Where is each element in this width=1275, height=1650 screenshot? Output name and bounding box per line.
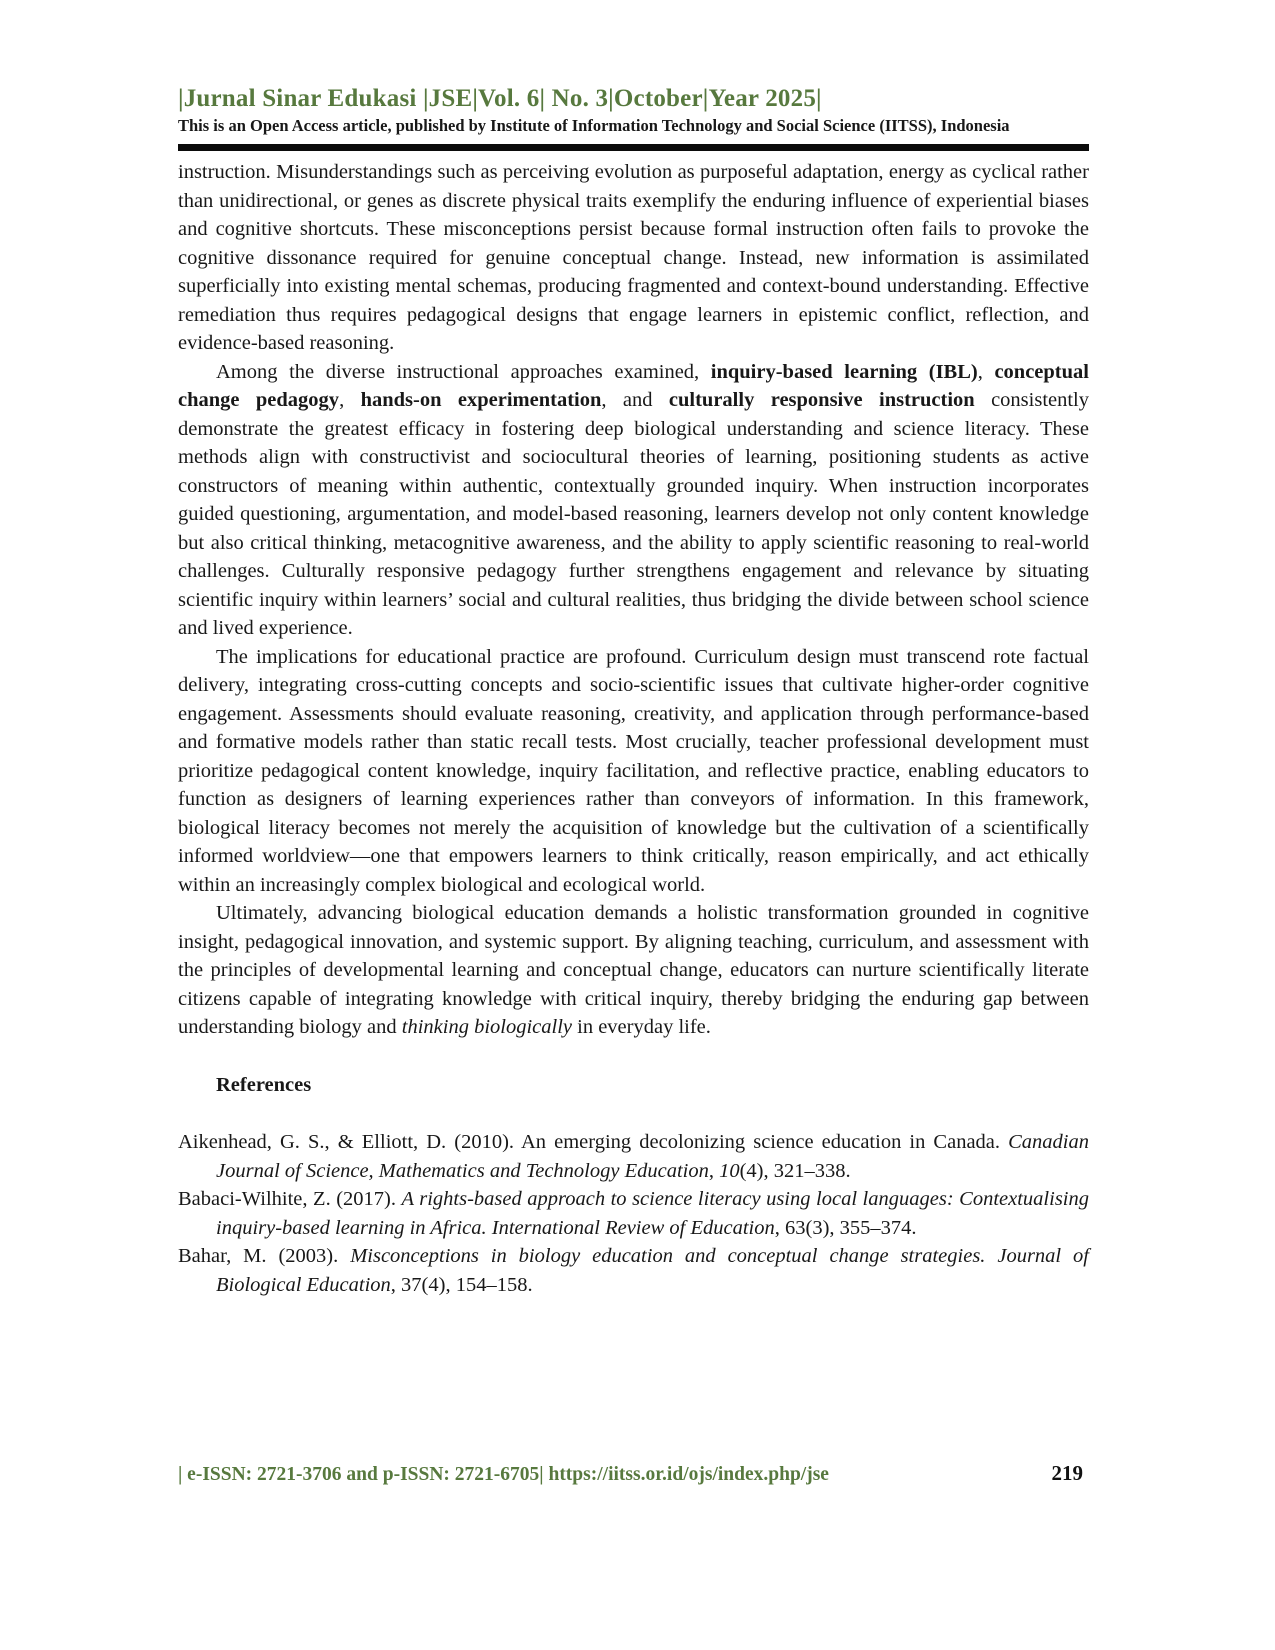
page-content bbox=[178, 84, 1089, 1299]
reference-entry-3 bbox=[178, 1242, 1090, 1299]
text-run: , bbox=[708, 1159, 720, 1182]
text-run: Aikenhead, G. S., & Elliott, D. (2010). An emerging decolonizing science education in Canada. bbox=[178, 1131, 1009, 1153]
italic-text-run: A rights-based approach to science literacy using local languages: Contextualising inquiry-based learning in Africa. International Review of Education bbox=[216, 1188, 1089, 1239]
bold-text-run: conceptual change pedagogy bbox=[178, 360, 1089, 411]
italic-text-run: Canadian Journal of Science, Mathematics and Technology Education bbox=[216, 1131, 1089, 1182]
journal-title-line: |Jurnal Sinar Edukasi |JSE|Vol. 6| No. 3|October|Year 2025| bbox=[178, 85, 822, 112]
text-run: , 37(4), 154–158. bbox=[390, 1273, 533, 1296]
text-run: in everyday life. bbox=[572, 1016, 711, 1038]
references-list bbox=[178, 1128, 1089, 1299]
text-run: Bahar, M. (2003). bbox=[178, 1245, 351, 1267]
text-run: , 63(3), 355–374. bbox=[774, 1216, 917, 1239]
italic-text-run: thinking biologically bbox=[401, 1016, 573, 1038]
paragraph-2 bbox=[178, 358, 1089, 643]
text-run: , bbox=[977, 360, 995, 383]
reference-entry-2 bbox=[178, 1185, 1089, 1242]
header-rule bbox=[178, 144, 1089, 151]
text-run: instruction. Misunderstandings such as perceiving evolution as purposeful adaptation, energy as cyclical rather than unidirectional, or genes as discrete physical traits exemplify the enduring influence of experiential biases and cognitive shortcuts. These misconceptions persist because formal instruction often fails to provoke the cognitive dissonance required for genuine conceptual change. Instead, new information is assimilated superficially into existing mental schemas, producing fragmented and context-bound understanding. Effective remediation thus requires pedagogical designs that engage learners in epistemic conflict, reflection, and evidence-based reasoning. bbox=[178, 161, 1089, 354]
issn-text: | e-ISSN: 2721-3706 and p-ISSN: 2721-6705| bbox=[178, 1464, 549, 1485]
italic-text-run: Misconceptions in biology education and conceptual change strategies. Journal of Biological Education bbox=[216, 1245, 1090, 1296]
issn-line bbox=[178, 1462, 829, 1488]
italic-text-run: 10 bbox=[719, 1159, 740, 1182]
bold-text-run: hands-on experimentation bbox=[360, 389, 602, 411]
text-run: consistently demonstrate the greatest efficacy in fostering deep biological understanding and science literacy. These methods align with constructivist and sociocultural theories of learning, positioning students as active constructors of meaning within authentic, contextually grounded inquiry. When instruction incorporates guided questioning, argumentation, and model-based reasoning, learners develop not only content knowledge but also critical thinking, metacognitive awareness, and the ability to apply scientific reasoning to real-world challenges. Culturally responsive pedagogy further strengthens engagement and relevance by situating scientific inquiry within learners’ social and cultural realities, thus bridging the divide between school science and lived experience. bbox=[178, 389, 1090, 639]
bold-text-run: culturally responsive instruction bbox=[668, 389, 975, 411]
reference-entry-1 bbox=[178, 1128, 1089, 1185]
open-access-line: This is an Open Access article, published by Institute of Information Technology and Social Science (IITSS), Indonesia bbox=[178, 116, 1010, 135]
references-heading: References bbox=[216, 1073, 312, 1096]
text-run: , bbox=[339, 389, 361, 411]
paragraph-4 bbox=[178, 899, 1089, 1042]
text-run: , and bbox=[601, 389, 669, 411]
article-body bbox=[178, 158, 1089, 1042]
text-run: Ultimately, advancing biological education demands a holistic transformation grounded in cognitive insight, pedagogical innovation, and systemic support. By aligning teaching, curriculum, and assessment with the principles of developmental learning and conceptual change, educators can nurture scientifically literate citizens capable of integrating knowledge with critical inquiry, thereby bridging the enduring gap between understanding biology and bbox=[178, 902, 1089, 1038]
bold-text-run: inquiry-based learning (IBL) bbox=[710, 360, 978, 383]
page-number: 219 bbox=[1051, 1461, 1083, 1485]
text-run: (4), 321–338. bbox=[739, 1159, 851, 1182]
page-header bbox=[178, 84, 1089, 151]
text-run: Among the diverse instructional approaches examined, bbox=[216, 360, 711, 383]
text-run: The implications for educational practice are profound. Curriculum design must transcend rote factual delivery, integrating cross-cutting concepts and socio-scientific issues that cultivate higher-order cognitive engagement. Assessments should evaluate reasoning, creativity, and application through performance-based and formative models rather than static recall tests. Most crucially, teacher professional development must prioritize pedagogical content knowledge, inquiry facilitation, and reflective practice, enabling educators to function as designers of learning experiences rather than conveyors of information. In this framework, biological literacy becomes not merely the acquisition of knowledge but the cultivation of a scientifically informed worldview—one that empowers learners to think critically, reason empirically, and act ethically within an increasingly complex biological and ecological world. bbox=[178, 645, 1089, 896]
journal-url[interactable]: https://iitss.or.id/ojs/index.php/jse bbox=[548, 1464, 829, 1485]
paragraph-3 bbox=[178, 643, 1089, 900]
page-footer bbox=[178, 1460, 1083, 1488]
paragraph-1 bbox=[178, 158, 1089, 358]
text-run: Babaci-Wilhite, Z. (2017). bbox=[178, 1188, 402, 1210]
